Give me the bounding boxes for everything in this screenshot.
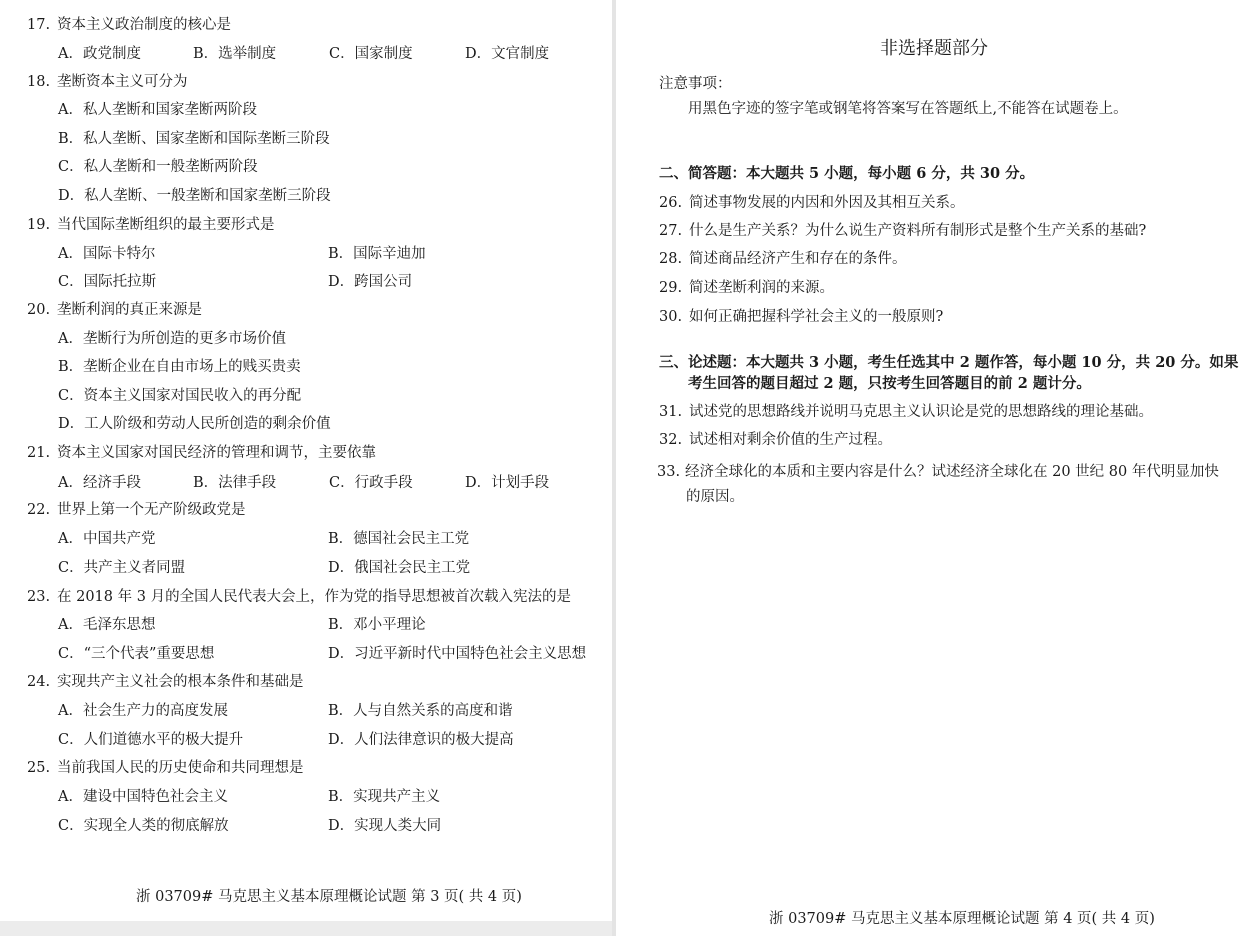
exam-page-4 bbox=[616, 0, 1252, 936]
question-32: 32. 试述相对剩余价值的生产过程。 bbox=[659, 432, 892, 448]
option-a: A．私人垄断和国家垄断两阶段 bbox=[58, 102, 257, 118]
question-17: 17. 资本主义政治制度的核心是 bbox=[27, 17, 231, 33]
option-a: A．垄断行为所创造的更多市场价值 bbox=[58, 331, 286, 347]
question-18: 18. 垄断资本主义可分为 bbox=[27, 74, 188, 90]
option-b: B．邓小平理论 bbox=[328, 617, 426, 633]
page-footer: 浙 03709# 马克思主义基本原理概论试题 第 4 页( 共 4 页) bbox=[769, 911, 1155, 927]
question-20: 20. 垄断利润的真正来源是 bbox=[27, 302, 202, 318]
question-19: 19. 当代国际垄断组织的最主要形式是 bbox=[27, 217, 275, 233]
section-3-heading-cont: 考生回答的题目超过 2 题，只按考生回答题目的前 2 题计分。 bbox=[688, 375, 1091, 392]
section-3-heading: 三、论述题：本大题共 3 小题，考生任选其中 2 题作答，每小题 10 分，共 20 分。如果 bbox=[659, 354, 1239, 371]
question-22: 22. 世界上第一个无产阶级政党是 bbox=[27, 502, 246, 518]
option-a: A．经济手段 bbox=[58, 475, 141, 491]
option-d: D．跨国公司 bbox=[328, 274, 413, 290]
option-b: B．法律手段 bbox=[193, 475, 277, 491]
question-27: 27. 什么是生产关系？为什么说生产资料所有制形式是整个生产关系的基础? bbox=[659, 223, 1147, 239]
option-a: A．国际卡特尔 bbox=[58, 246, 156, 262]
question-33: 33. 经济全球化的本质和主要内容是什么？试述经济全球化在 20 世纪 80 年代明显加快 bbox=[657, 464, 1219, 480]
option-c: C．人们道德水平的极大提升 bbox=[58, 732, 244, 748]
option-a: A．中国共产党 bbox=[58, 531, 156, 547]
section-2-heading: 二、简答题：本大题共 5 小题，每小题 6 分，共 30 分。 bbox=[659, 165, 1035, 182]
question-30: 30. 如何正确把握科学社会主义的一般原则? bbox=[659, 309, 944, 325]
notice-label: 注意事项： bbox=[659, 76, 732, 92]
option-c: C．行政手段 bbox=[329, 475, 413, 491]
option-d: D．实现人类大同 bbox=[328, 818, 442, 834]
option-c: C．国家制度 bbox=[329, 46, 413, 62]
option-b: B．德国社会民主工党 bbox=[328, 531, 470, 547]
question-23: 23. 在 2018 年 3 月的全国人民代表大会上，作为党的指导思想被首次载入宪法的是 bbox=[27, 589, 572, 605]
option-b: B．人与自然关系的高度和谐 bbox=[328, 703, 513, 719]
notice-text: 用黑色字迹的签字笔或钢笔将答案写在答题纸上,不能答在试题卷上。 bbox=[688, 101, 1128, 117]
question-33-cont: 的原因。 bbox=[686, 489, 744, 505]
option-d: D．计划手段 bbox=[465, 475, 550, 491]
option-b: B．垄断企业在自由市场上的贱买贵卖 bbox=[58, 359, 301, 375]
option-c: C．实现全人类的彻底解放 bbox=[58, 818, 229, 834]
option-c: C．共产主义者同盟 bbox=[58, 560, 186, 576]
option-d: D．习近平新时代中国特色社会主义思想 bbox=[328, 646, 587, 662]
option-c: C．私人垄断和一般垄断两阶段 bbox=[58, 159, 258, 175]
option-c: C．“三个代表”重要思想 bbox=[58, 646, 215, 662]
option-b: B．私人垄断、国家垄断和国际垄断三阶段 bbox=[58, 131, 330, 147]
option-d: D．文官制度 bbox=[465, 46, 550, 62]
question-24: 24. 实现共产主义社会的根本条件和基础是 bbox=[27, 674, 304, 690]
page-footer: 浙 03709# 马克思主义基本原理概论试题 第 3 页( 共 4 页) bbox=[136, 889, 522, 905]
section-title: 非选择题部分 bbox=[880, 38, 988, 59]
question-29: 29. 简述垄断利润的来源。 bbox=[659, 280, 834, 296]
option-b: B．选举制度 bbox=[193, 46, 277, 62]
option-c: C．国际托拉斯 bbox=[58, 274, 157, 290]
option-b: B．国际辛迪加 bbox=[328, 246, 426, 262]
option-d: D．工人阶级和劳动人民所创造的剩余价值 bbox=[58, 416, 331, 432]
exam-page-3 bbox=[0, 0, 612, 921]
option-a: A．政党制度 bbox=[58, 46, 141, 62]
option-a: A．社会生产力的高度发展 bbox=[58, 703, 228, 719]
option-b: B．实现共产主义 bbox=[328, 789, 441, 805]
option-d: D．俄国社会民主工党 bbox=[328, 560, 471, 576]
option-d: D．人们法律意识的极大提高 bbox=[328, 732, 514, 748]
option-a: A．建设中国特色社会主义 bbox=[58, 789, 228, 805]
question-31: 31. 试述党的思想路线并说明马克思主义认识论是党的思想路线的理论基础。 bbox=[659, 404, 1153, 420]
option-d: D．私人垄断、一般垄断和国家垄断三阶段 bbox=[58, 188, 331, 204]
question-28: 28. 简述商品经济产生和存在的条件。 bbox=[659, 251, 907, 267]
question-25: 25. 当前我国人民的历史使命和共同理想是 bbox=[27, 760, 304, 776]
option-a: A．毛泽东思想 bbox=[58, 617, 156, 633]
question-21: 21. 资本主义国家对国民经济的管理和调节，主要依靠 bbox=[27, 445, 376, 461]
option-c: C．资本主义国家对国民收入的再分配 bbox=[58, 388, 302, 404]
question-26: 26. 简述事物发展的内因和外因及其相互关系。 bbox=[659, 195, 965, 211]
